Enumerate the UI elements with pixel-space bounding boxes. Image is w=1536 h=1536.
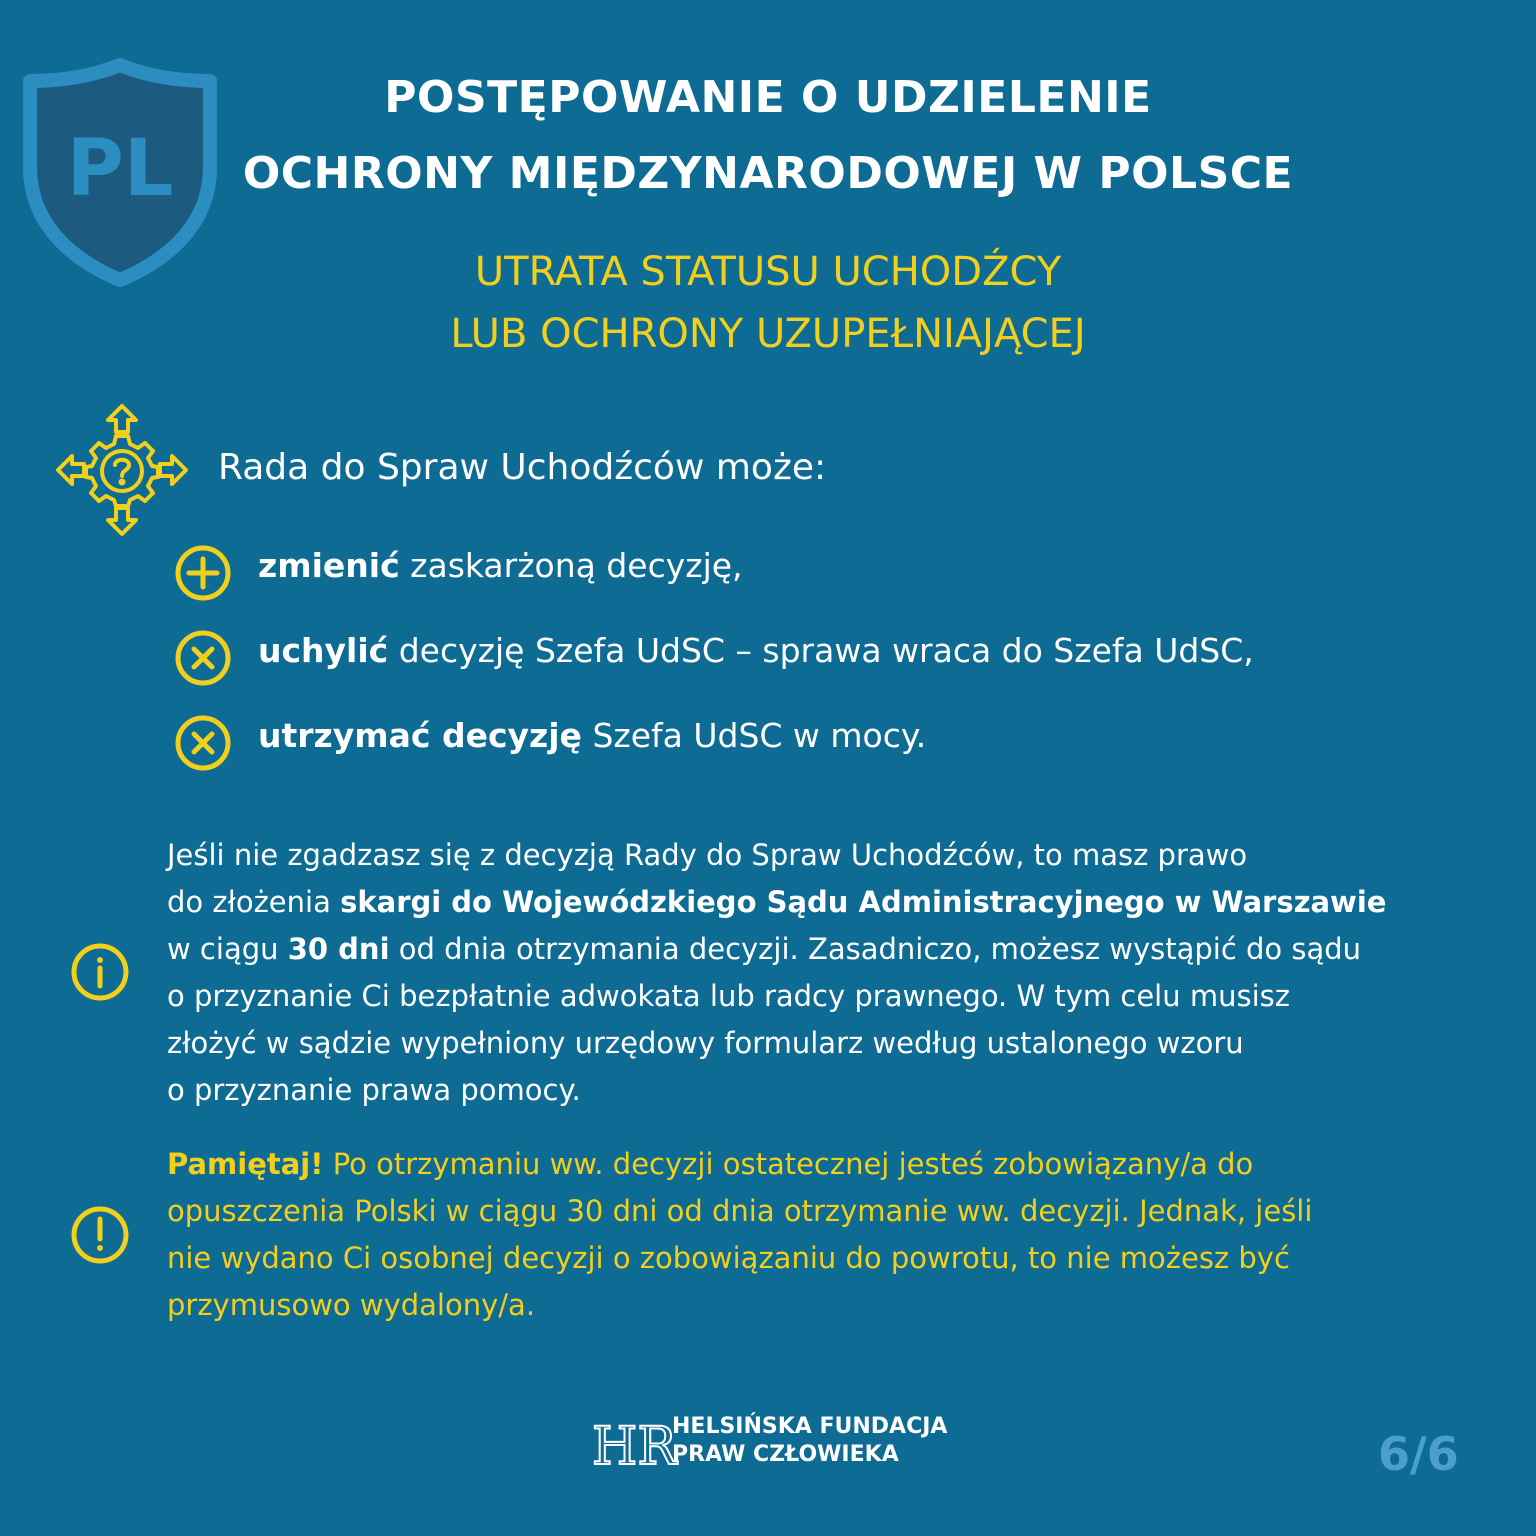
- option-3-icon-wrap: [174, 714, 232, 776]
- intro-text: Rada do Spraw Uchodźców może:: [218, 447, 827, 488]
- info-line-4: o przyznanie Ci bezpłatnie adwokata lub radcy prawnego. W tym celu musisz: [167, 979, 1290, 1013]
- option-1: [258, 542, 743, 590]
- info-line-5: złożyć w sądzie wypełniony urzędowy formularz według ustalonego wzoru: [167, 1026, 1244, 1060]
- hfhr-logo-icon: [592, 1414, 677, 1477]
- title-line-1: POSTĘPOWANIE O UDZIELENIE: [384, 72, 1152, 123]
- info-line-2: do złożenia skargi do Wojewódzkiego Sądu Administracyjnego w Warszawie: [167, 885, 1387, 919]
- option-3: [258, 712, 926, 760]
- page-number: 6/6: [1378, 1427, 1459, 1481]
- option-1-rest: zaskarżoną decyzję,: [399, 546, 743, 585]
- info-circle-icon: [70, 942, 130, 1002]
- info-line-6: o przyznanie prawa pomocy.: [167, 1073, 581, 1107]
- warning-icon-wrap: [70, 1205, 130, 1269]
- org-name-line-2: PRAW CZŁOWIEKA: [672, 1442, 899, 1467]
- exclamation-circle-icon: [70, 1205, 130, 1265]
- info-line-3-bold: 30 dni: [287, 932, 390, 966]
- logo-mark-text: HR: [592, 1417, 677, 1477]
- info-line-3: w ciągu 30 dni od dnia otrzymania decyzji. Zasadniczo, możesz wystąpić do sądu: [167, 932, 1362, 966]
- info-paragraph: [167, 832, 1497, 1114]
- hfhr-logo-mark: [592, 1414, 677, 1478]
- title-line-2: OCHRONY MIĘDZYNARODOWEJ W POLSCE: [242, 148, 1294, 199]
- option-3-bold: utrzymać decyzję: [258, 716, 582, 755]
- gear-question-arrows-icon: [54, 402, 190, 538]
- x-circle-icon: [174, 714, 232, 772]
- shield-label: PL: [66, 124, 174, 214]
- option-3-rest: Szefa UdSC w mocy.: [581, 716, 927, 755]
- subtitle-line-1: UTRATA STATUSU UCHODŹCY: [474, 249, 1062, 295]
- org-name-line-1: HELSIŃSKA FUNDACJA: [672, 1414, 948, 1439]
- option-2: [258, 627, 1254, 675]
- option-2-rest: decyzję Szefa UdSC – sprawa wraca do Szefa UdSC,: [388, 631, 1254, 670]
- info-icon-wrap: [70, 942, 130, 1006]
- x-circle-icon: [174, 629, 232, 687]
- org-name: [672, 1413, 947, 1469]
- warning-paragraph: [167, 1141, 1497, 1329]
- option-1-bold: zmienić: [258, 546, 400, 585]
- option-1-icon-wrap: [174, 544, 232, 606]
- warning-line-1: Pamiętaj! Po otrzymaniu ww. decyzji ostatecznej jesteś zobowiązany/a do: [167, 1147, 1254, 1181]
- option-2-icon-wrap: [174, 629, 232, 691]
- warning-line-3: nie wydano Ci osobnej decyzji o zobowiązaniu do powrotu, to nie możesz być: [167, 1241, 1290, 1275]
- info-line-1: Jeśli nie zgadzasz się z decyzją Rady do Spraw Uchodźców, to masz prawo: [167, 838, 1248, 872]
- subtitle-line-2: LUB OCHRONY UZUPEŁNIAJĄCEJ: [450, 311, 1086, 357]
- warning-bold: Pamiętaj!: [167, 1147, 324, 1181]
- warning-line-2: opuszczenia Polski w ciągu 30 dni od dnia otrzymanie ww. decyzji. Jednak, jeśli: [167, 1194, 1313, 1228]
- option-2-bold: uchylić: [258, 631, 389, 670]
- plus-circle-icon: [174, 544, 232, 602]
- info-line-2-bold: skargi do Wojewódzkiego Sądu Administracyjnego w Warszawie: [340, 885, 1387, 919]
- warning-line-4: przymusowo wydalony/a.: [167, 1288, 536, 1322]
- intro-icon-wrap: [54, 402, 190, 542]
